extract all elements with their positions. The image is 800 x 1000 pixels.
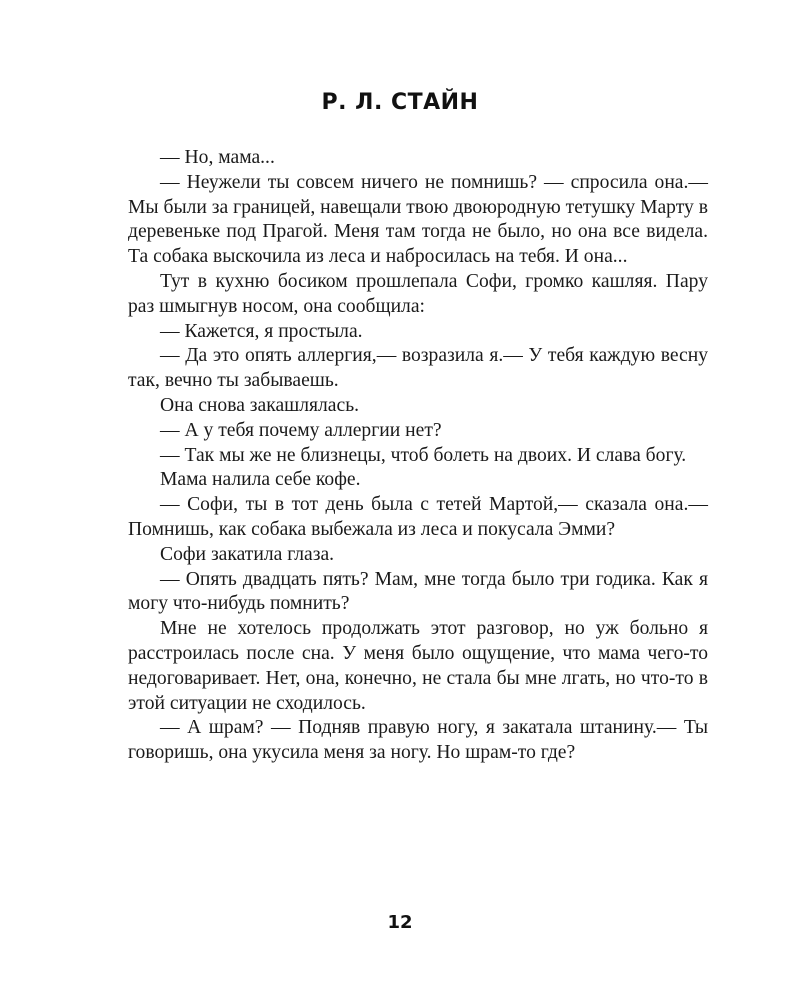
paragraph: — Да это опять аллергия,— возразила я.— У тебя каждую весну так, вечно ты забываешь. bbox=[128, 345, 708, 392]
paragraph: Тут в кухню босиком прошлепала Софи, громко кашляя. Пару раз шмыгнув носом, она сообщила: bbox=[128, 270, 708, 317]
body-text bbox=[128, 146, 708, 766]
paragraph: Софи закатила глаза. bbox=[160, 543, 335, 565]
paragraph: — Кажется, я простыла. bbox=[160, 320, 363, 342]
paragraph: — Но, мама... bbox=[160, 147, 275, 168]
paragraph: Она снова закашлялась. bbox=[160, 394, 360, 416]
paragraph: — А у тебя почему аллергии нет? bbox=[160, 419, 442, 441]
paragraph: — Неужели ты совсем ничего не помнишь? — спросила она.— Мы были за границей, навещали твою двоюродную тетушку Марту в деревеньке под Прагой. Меня там тогда не было, но она все видела. Та собака выскочила из леса и набросилась на тебя. И она... bbox=[128, 171, 708, 268]
running-head-author: Р. Л. СТАЙН bbox=[321, 90, 479, 115]
page-number: 12 bbox=[387, 912, 413, 933]
paragraph: Мне не хотелось продолжать этот разговор, но уж больно я расстроилась после сна. У меня было ощущение, что мама чего-то недоговаривает. Нет, она, конечно, не стала бы мне лгать, но что-то в этой ситуации не сходилось. bbox=[128, 618, 708, 714]
paragraph: — Опять двадцать пять? Мам, мне тогда было три годика. Как я могу что-нибудь помнить? bbox=[128, 568, 708, 615]
paragraph: — Так мы же не близнецы, чтоб болеть на двоих. И слава богу. bbox=[160, 444, 687, 466]
paragraph: — А шрам? — Подняв правую ногу, я закатала штанину.— Ты говоришь, она укусила меня за ногу. Но шрам-то где? bbox=[128, 717, 708, 764]
paragraph: Мама налила себе кофе. bbox=[160, 469, 361, 491]
paragraph: — Софи, ты в тот день была с тетей Мартой,— сказала она.— Помнишь, как собака выбежала из леса и покусала Эмми? bbox=[128, 494, 708, 540]
